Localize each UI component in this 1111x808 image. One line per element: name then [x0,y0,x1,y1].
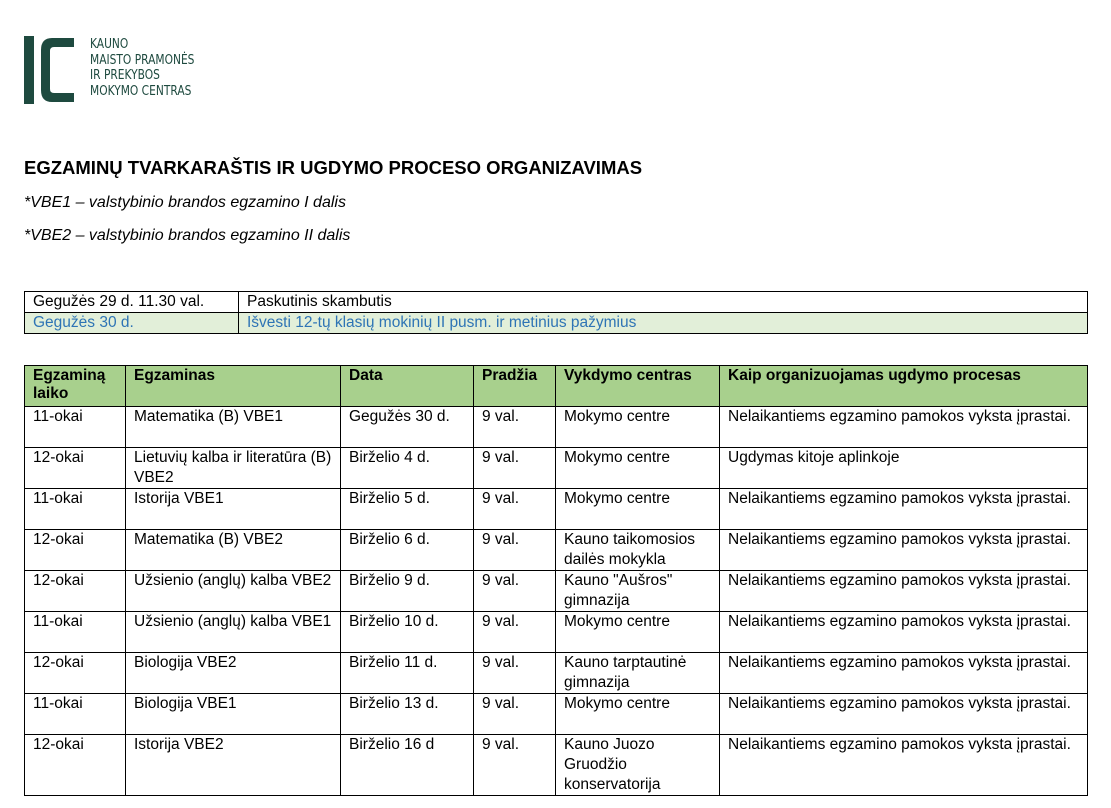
cell-exam: Užsienio (anglų) kalba VBE1 [126,612,341,653]
table-row [25,694,1088,735]
cell-start: 9 val. [474,530,556,571]
cell-grade: 11-okai [25,489,126,530]
note-vbe2: *VBE2 – valstybinio brandos egzamino II dalis [24,227,351,244]
note-vbe1: *VBE1 – valstybinio brandos egzamino I dalis [24,194,346,211]
cell-process: Nelaikantiems egzamino pamokos vyksta įprastai. [720,694,1088,735]
table-header-row [25,366,1088,407]
cell-date: Birželio 11 d. [341,653,474,694]
table-row [25,735,1088,796]
cell-venue: Mokymo centre [556,612,720,653]
cell-date: Birželio 16 d [341,735,474,796]
cell-start: 9 val. [474,571,556,612]
logo-text [90,37,194,99]
event-date: Gegužės 29 d. 11.30 val. [25,292,239,313]
cell-process: Nelaikantiems egzamino pamokos vyksta įprastai. [720,653,1088,694]
cell-date: Birželio 13 d. [341,694,474,735]
table-row [25,407,1088,448]
header-cell: Egzaminą laiko [25,366,126,407]
cell-process: Nelaikantiems egzamino pamokos vyksta įprastai. [720,735,1088,796]
exam-schedule-table [24,365,1088,796]
cell-exam: Istorija VBE2 [126,735,341,796]
cell-date: Birželio 10 d. [341,612,474,653]
table-row [25,571,1088,612]
cell-date: Birželio 5 d. [341,489,474,530]
table-row [25,653,1088,694]
cell-grade: 12-okai [25,571,126,612]
table-body [25,407,1088,796]
cell-start: 9 val. [474,489,556,530]
cell-venue: Mokymo centre [556,489,720,530]
cell-process: Nelaikantiems egzamino pamokos vyksta įprastai. [720,489,1088,530]
cell-start: 9 val. [474,694,556,735]
events-row [25,292,1088,313]
cell-process: Nelaikantiems egzamino pamokos vyksta įprastai. [720,530,1088,571]
cell-start: 9 val. [474,735,556,796]
logo-line: IR PREKYBOS [90,68,160,83]
cell-venue: Mokymo centre [556,448,720,489]
logo-line: KAUNO [90,37,129,52]
cell-exam: Matematika (B) VBE2 [126,530,341,571]
logo-mark-icon [22,36,78,104]
cell-grade: 12-okai [25,735,126,796]
header-cell: Vykdymo centras [556,366,720,407]
cell-venue: Mokymo centre [556,407,720,448]
cell-exam: Matematika (B) VBE1 [126,407,341,448]
cell-grade: 12-okai [25,653,126,694]
cell-date: Birželio 6 d. [341,530,474,571]
cell-process: Nelaikantiems egzamino pamokos vyksta įprastai. [720,571,1088,612]
cell-exam: Užsienio (anglų) kalba VBE2 [126,571,341,612]
cell-grade: 11-okai [25,612,126,653]
table-row [25,448,1088,489]
cell-process: Nelaikantiems egzamino pamokos vyksta įprastai. [720,407,1088,448]
header-cell: Pradžia [474,366,556,407]
cell-venue: Kauno "Aušros" gimnazija [556,571,720,612]
cell-start: 9 val. [474,653,556,694]
table-row [25,612,1088,653]
cell-start: 9 val. [474,612,556,653]
cell-grade: 12-okai [25,448,126,489]
event-date: Gegužės 30 d. [25,313,239,334]
events-row [25,313,1088,334]
cell-venue: Kauno Juozo Gruodžio konservatorija [556,735,720,796]
cell-grade: 11-okai [25,407,126,448]
cell-venue: Kauno tarptautinė gimnazija [556,653,720,694]
event-description: Paskutinis skambutis [239,292,1088,313]
table-row [25,489,1088,530]
cell-exam: Istorija VBE1 [126,489,341,530]
header-cell: Kaip organizuojamas ugdymo procesas [720,366,1088,407]
cell-start: 9 val. [474,407,556,448]
page-title: EGZAMINŲ TVARKARAŠTIS IR UGDYMO PROCESO ORGANIZAVIMAS [24,157,643,178]
logo-line: MAISTO PRAMONĖS [90,52,195,68]
cell-start: 9 val. [474,448,556,489]
cell-date: Birželio 9 d. [341,571,474,612]
logo-line: MOKYMO CENTRAS [90,83,192,99]
cell-exam: Biologija VBE2 [126,653,341,694]
cell-venue: Kauno taikomosios dailės mokykla [556,530,720,571]
cell-date: Birželio 4 d. [341,448,474,489]
events-table [24,291,1088,334]
cell-process: Nelaikantiems egzamino pamokos vyksta įprastai. [720,612,1088,653]
cell-process: Ugdymas kitoje aplinkoje [720,448,1088,489]
cell-exam: Biologija VBE1 [126,694,341,735]
cell-grade: 12-okai [25,530,126,571]
header-cell: Egzaminas [126,366,341,407]
cell-exam: Lietuvių kalba ir literatūra (B) VBE2 [126,448,341,489]
cell-grade: 11-okai [25,694,126,735]
header-cell: Data [341,366,474,407]
table-row [25,530,1088,571]
cell-date: Gegužės 30 d. [341,407,474,448]
event-description: Išvesti 12-tų klasių mokinių II pusm. ir metinius pažymius [239,313,1088,334]
cell-venue: Mokymo centre [556,694,720,735]
